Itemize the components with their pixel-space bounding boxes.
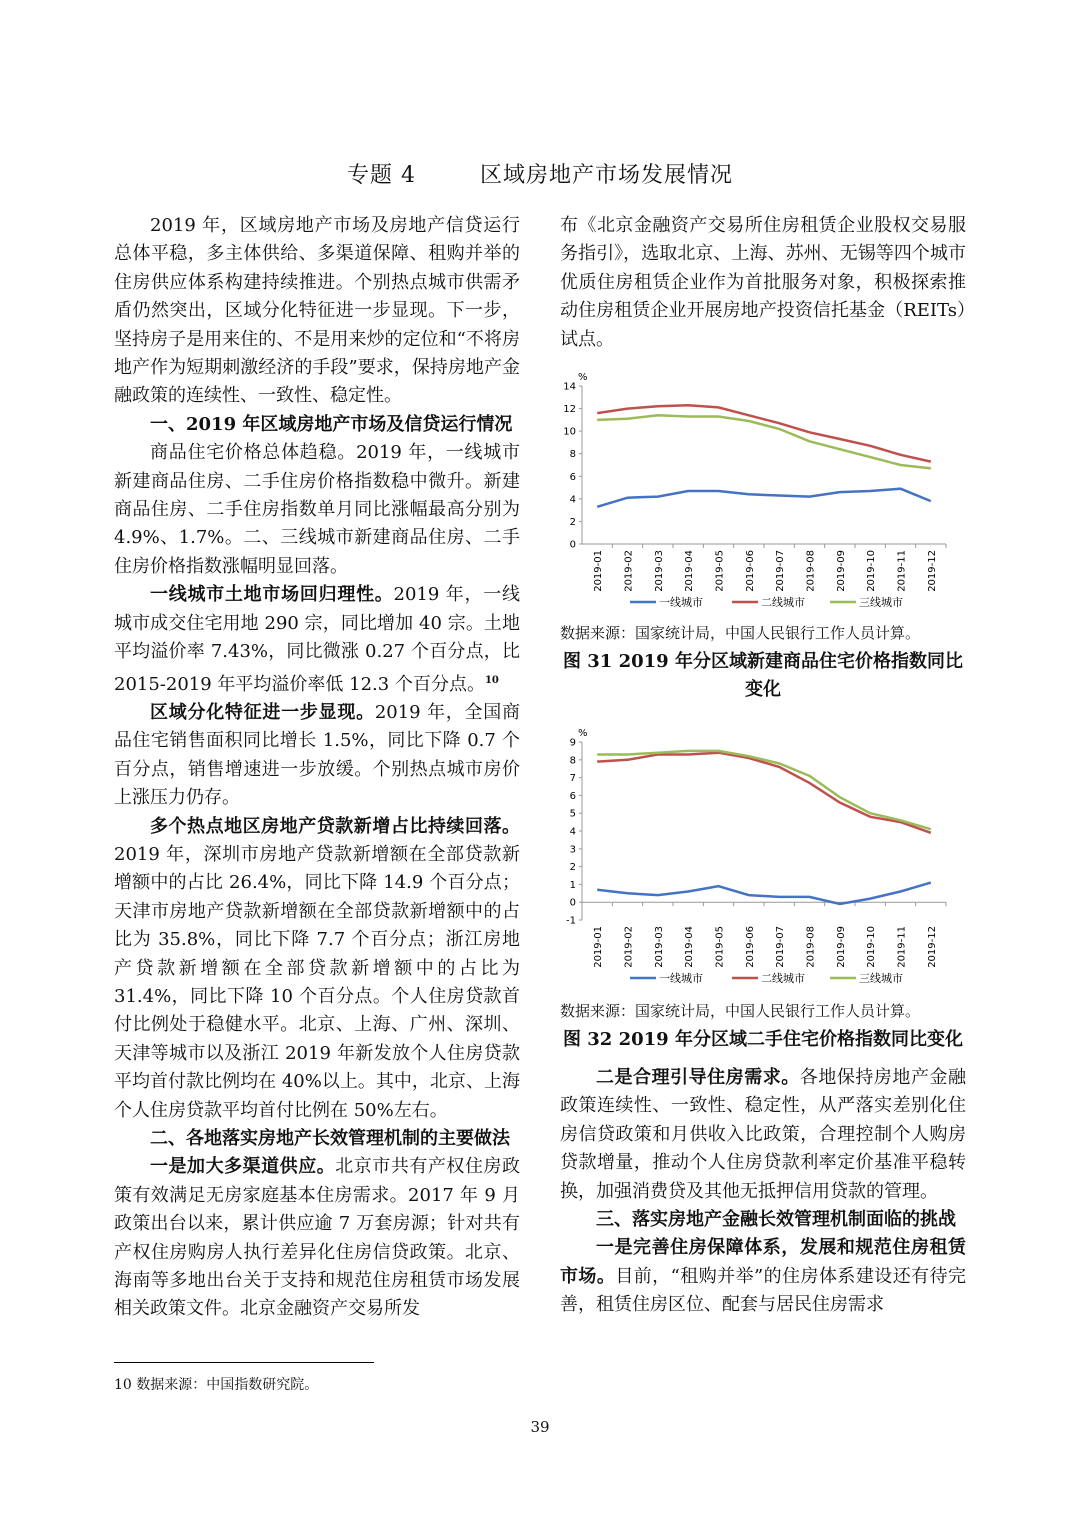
loan-lead: 多个热点地区房地产贷款新增占比持续回落。 xyxy=(150,815,520,837)
series-line-2 xyxy=(597,753,931,833)
demand-text: 各地保持房地产金融政策连续性、一致性、稳定性，从严落实差别化住房信贷政策和月供收入比政策，合理控制个人购房贷款增量，推动个人住房贷款利率定价基准平稳转换，加强消费贷及其他无抵押信用贷款的管理。 xyxy=(560,1067,967,1202)
y-tick-label: 8 xyxy=(569,449,576,461)
divergence-lead: 区域分化特征进一步显现。 xyxy=(150,701,375,723)
footnote-ref: 10 xyxy=(484,674,499,686)
divergence-paragraph xyxy=(114,699,520,813)
x-tick-label: 2019-01 xyxy=(593,926,605,968)
right-column xyxy=(560,212,966,1320)
rental-text: 目前，“租购并举”的住房体系建设还有待完善，租赁住房区位、配套与居民住房需求 xyxy=(560,1265,967,1316)
y-tick-label: 0 xyxy=(569,897,576,909)
y-axis-unit: % xyxy=(578,372,588,384)
y-tick-label: -1 xyxy=(566,915,576,927)
section-heading-2: 二、各地落实房地产长效管理机制的主要做法 xyxy=(150,1128,510,1149)
y-tick-label: 6 xyxy=(569,471,576,483)
x-tick-label: 2019-05 xyxy=(714,926,726,968)
chart1-caption: 图 31 2019 年分区域新建商品住宅价格指数同比变化 xyxy=(563,651,963,701)
chart-second-hand-price xyxy=(560,724,966,994)
y-tick-label: 5 xyxy=(569,808,576,820)
y-tick-label: 4 xyxy=(569,494,576,506)
y-tick-label: 2 xyxy=(569,862,576,874)
topic-number: 专题 4 xyxy=(346,163,416,188)
y-tick-label: 3 xyxy=(569,844,576,856)
series-line-3 xyxy=(597,415,931,468)
y-tick-label: 6 xyxy=(569,790,576,802)
series-line-2 xyxy=(597,405,931,461)
chart2-caption: 图 32 2019 年分区域二手住宅价格指数同比变化 xyxy=(563,1029,963,1051)
y-tick-label: 1 xyxy=(569,879,576,891)
y-tick-label: 4 xyxy=(569,826,576,838)
x-tick-label: 2019-12 xyxy=(926,550,938,592)
footnote-divider xyxy=(114,1362,374,1363)
series-line-1 xyxy=(597,883,931,904)
x-tick-label: 2019-04 xyxy=(684,926,696,968)
x-tick-label: 2019-03 xyxy=(653,550,665,592)
y-tick-label: 14 xyxy=(563,381,576,393)
land-text: 2019 年，一线城市成交住宅用地 290 宗，同比增加 40 宗。土地平均溢价率 7.43%，同比微涨 0.27 个百分点，比 2015-2019 年平均溢价率低 12.3 个百分点。 xyxy=(114,584,521,695)
y-tick-label: 10 xyxy=(563,426,576,438)
intro-paragraph: 2019 年，区域房地产市场及房地产信贷运行总体平稳，多主体供给、多渠道保障、租购并举的住房供应体系构建持续推进。个别热点城市供需矛盾仍然突出，区域分化特征进一步显现。下一步，坚持房子是用来住的、不是用来炒的定位和“不将房地产作为短期刺激经济的手段”要求，保持房地产金融政策的连续性、一致性、稳定性。 xyxy=(114,215,520,407)
y-axis-unit: % xyxy=(578,728,588,740)
x-tick-label: 2019-03 xyxy=(653,926,665,968)
legend-label: 一线城市 xyxy=(659,972,703,986)
legend-label: 三线城市 xyxy=(859,596,903,610)
footnote: 10 数据来源：中国指数研究院。 xyxy=(114,1377,319,1393)
rental-lead: 一是完善住房保障体系，发展和规范住房租赁市场。 xyxy=(560,1237,966,1287)
x-tick-label: 2019-06 xyxy=(744,926,756,968)
y-tick-label: 12 xyxy=(563,404,576,416)
chart-new-housing-price xyxy=(560,368,966,618)
x-tick-label: 2019-09 xyxy=(835,926,847,968)
legend-label: 二线城市 xyxy=(761,596,805,610)
legend-label: 二线城市 xyxy=(761,972,805,986)
demand-paragraph xyxy=(560,1064,966,1206)
demand-lead: 二是合理引导住房需求。 xyxy=(596,1067,800,1089)
y-tick-label: 9 xyxy=(569,737,576,749)
x-tick-label: 2019-08 xyxy=(805,926,817,968)
x-tick-label: 2019-08 xyxy=(805,550,817,592)
land-lead: 一线城市土地市场回归理性。 xyxy=(150,584,394,606)
x-tick-label: 2019-11 xyxy=(896,550,908,592)
supply-paragraph xyxy=(114,1153,520,1323)
legend-label: 三线城市 xyxy=(859,972,903,986)
divergence-text: 2019 年，全国商品住宅销售面积同比增长 1.5%，同比下降 0.7 个百分点，销售增速进一步放缓。个别热点城市房价上涨压力仍存。 xyxy=(114,701,521,809)
x-tick-label: 2019-09 xyxy=(835,550,847,592)
x-tick-label: 2019-07 xyxy=(775,550,787,592)
chart2-source: 数据来源：国家统计局，中国人民银行工作人员计算。 xyxy=(560,1002,921,1021)
x-tick-label: 2019-06 xyxy=(744,550,756,592)
x-tick-label: 2019-04 xyxy=(684,550,696,592)
page-number: 39 xyxy=(530,1418,550,1436)
y-tick-label: 0 xyxy=(569,539,576,551)
x-tick-label: 2019-07 xyxy=(775,926,787,968)
land-paragraph xyxy=(114,581,520,699)
y-tick-label: 2 xyxy=(569,516,576,528)
rental-paragraph xyxy=(560,1234,966,1319)
section-heading-3: 三、落实房地产金融长效管理机制面临的挑战 xyxy=(596,1209,956,1231)
reits-paragraph: 布《北京金融资产交易所住房租赁企业股权交易服务指引》，选取北京、上海、苏州、无锡等四个城市优质住房租赁企业作为首批服务对象，积极探索推动住房租赁企业开展房地产投资信托基金（REITs）试点。 xyxy=(560,215,966,350)
page-title xyxy=(0,158,1080,189)
loan-text: 2019 年，深圳市房地产贷款新增额在全部贷款新增额中的占比 26.4%，同比下降 14.9 个百分点；天津市房地产贷款新增额在全部贷款新增额中的占比为 35.8%，同比下降 7.7 个百分点；浙江房地产贷款新增额在全部贷款新增额中的占比为 31.4%，同比下降 10 个百分点。个人住房贷款首付比例处于稳健水平。北京、上海、广州、深圳、天津等城市以及浙江 2019 年新发放个人住房贷款平均首付款比例均在 40%以上。其中，北京、上海个人住房贷款平均首付比例在 50%左右。 xyxy=(114,843,520,1121)
supply-text: 北京市共有产权住房政策有效满足无房家庭基本住房需求。2017 年 9 月政策出台以来，累计供应逾 7 万套房源；针对共有产权住房购房人执行差异化住房信贷政策。北京、海南等多地出台关于支持和规范住房租赁市场发展相关政策文件。北京金融资产交易所发 xyxy=(114,1156,521,1320)
x-tick-label: 2019-05 xyxy=(714,550,726,592)
x-tick-label: 2019-01 xyxy=(593,550,605,592)
x-tick-label: 2019-11 xyxy=(896,926,908,968)
x-tick-label: 2019-02 xyxy=(623,926,635,968)
topic-title: 区域房地产市场发展情况 xyxy=(479,163,733,188)
chart1-source: 数据来源：国家统计局，中国人民银行工作人员计算。 xyxy=(560,624,921,643)
series-line-1 xyxy=(597,489,931,507)
price-paragraph: 商品住宅价格总体趋稳。2019 年，一线城市新建商品住房、二手住房价格指数稳中微升。新建商品住房、二手住房指数单月同比涨幅最高分别为 4.9%、1.7%。二、三线城市新建商品住房、二手住房价格指数涨幅明显回落。 xyxy=(114,442,520,577)
x-tick-label: 2019-02 xyxy=(623,550,635,592)
loan-paragraph xyxy=(114,813,520,1125)
x-tick-label: 2019-10 xyxy=(866,550,878,592)
x-tick-label: 2019-10 xyxy=(866,926,878,968)
section-heading-1: 一、2019 年区域房地产市场及信贷运行情况 xyxy=(150,413,513,435)
y-tick-label: 7 xyxy=(569,773,576,785)
left-column xyxy=(114,212,520,1324)
x-tick-label: 2019-12 xyxy=(926,926,938,968)
y-tick-label: 8 xyxy=(569,755,576,767)
legend-label: 一线城市 xyxy=(659,596,703,610)
supply-lead: 一是加大多渠道供应。 xyxy=(150,1156,336,1178)
